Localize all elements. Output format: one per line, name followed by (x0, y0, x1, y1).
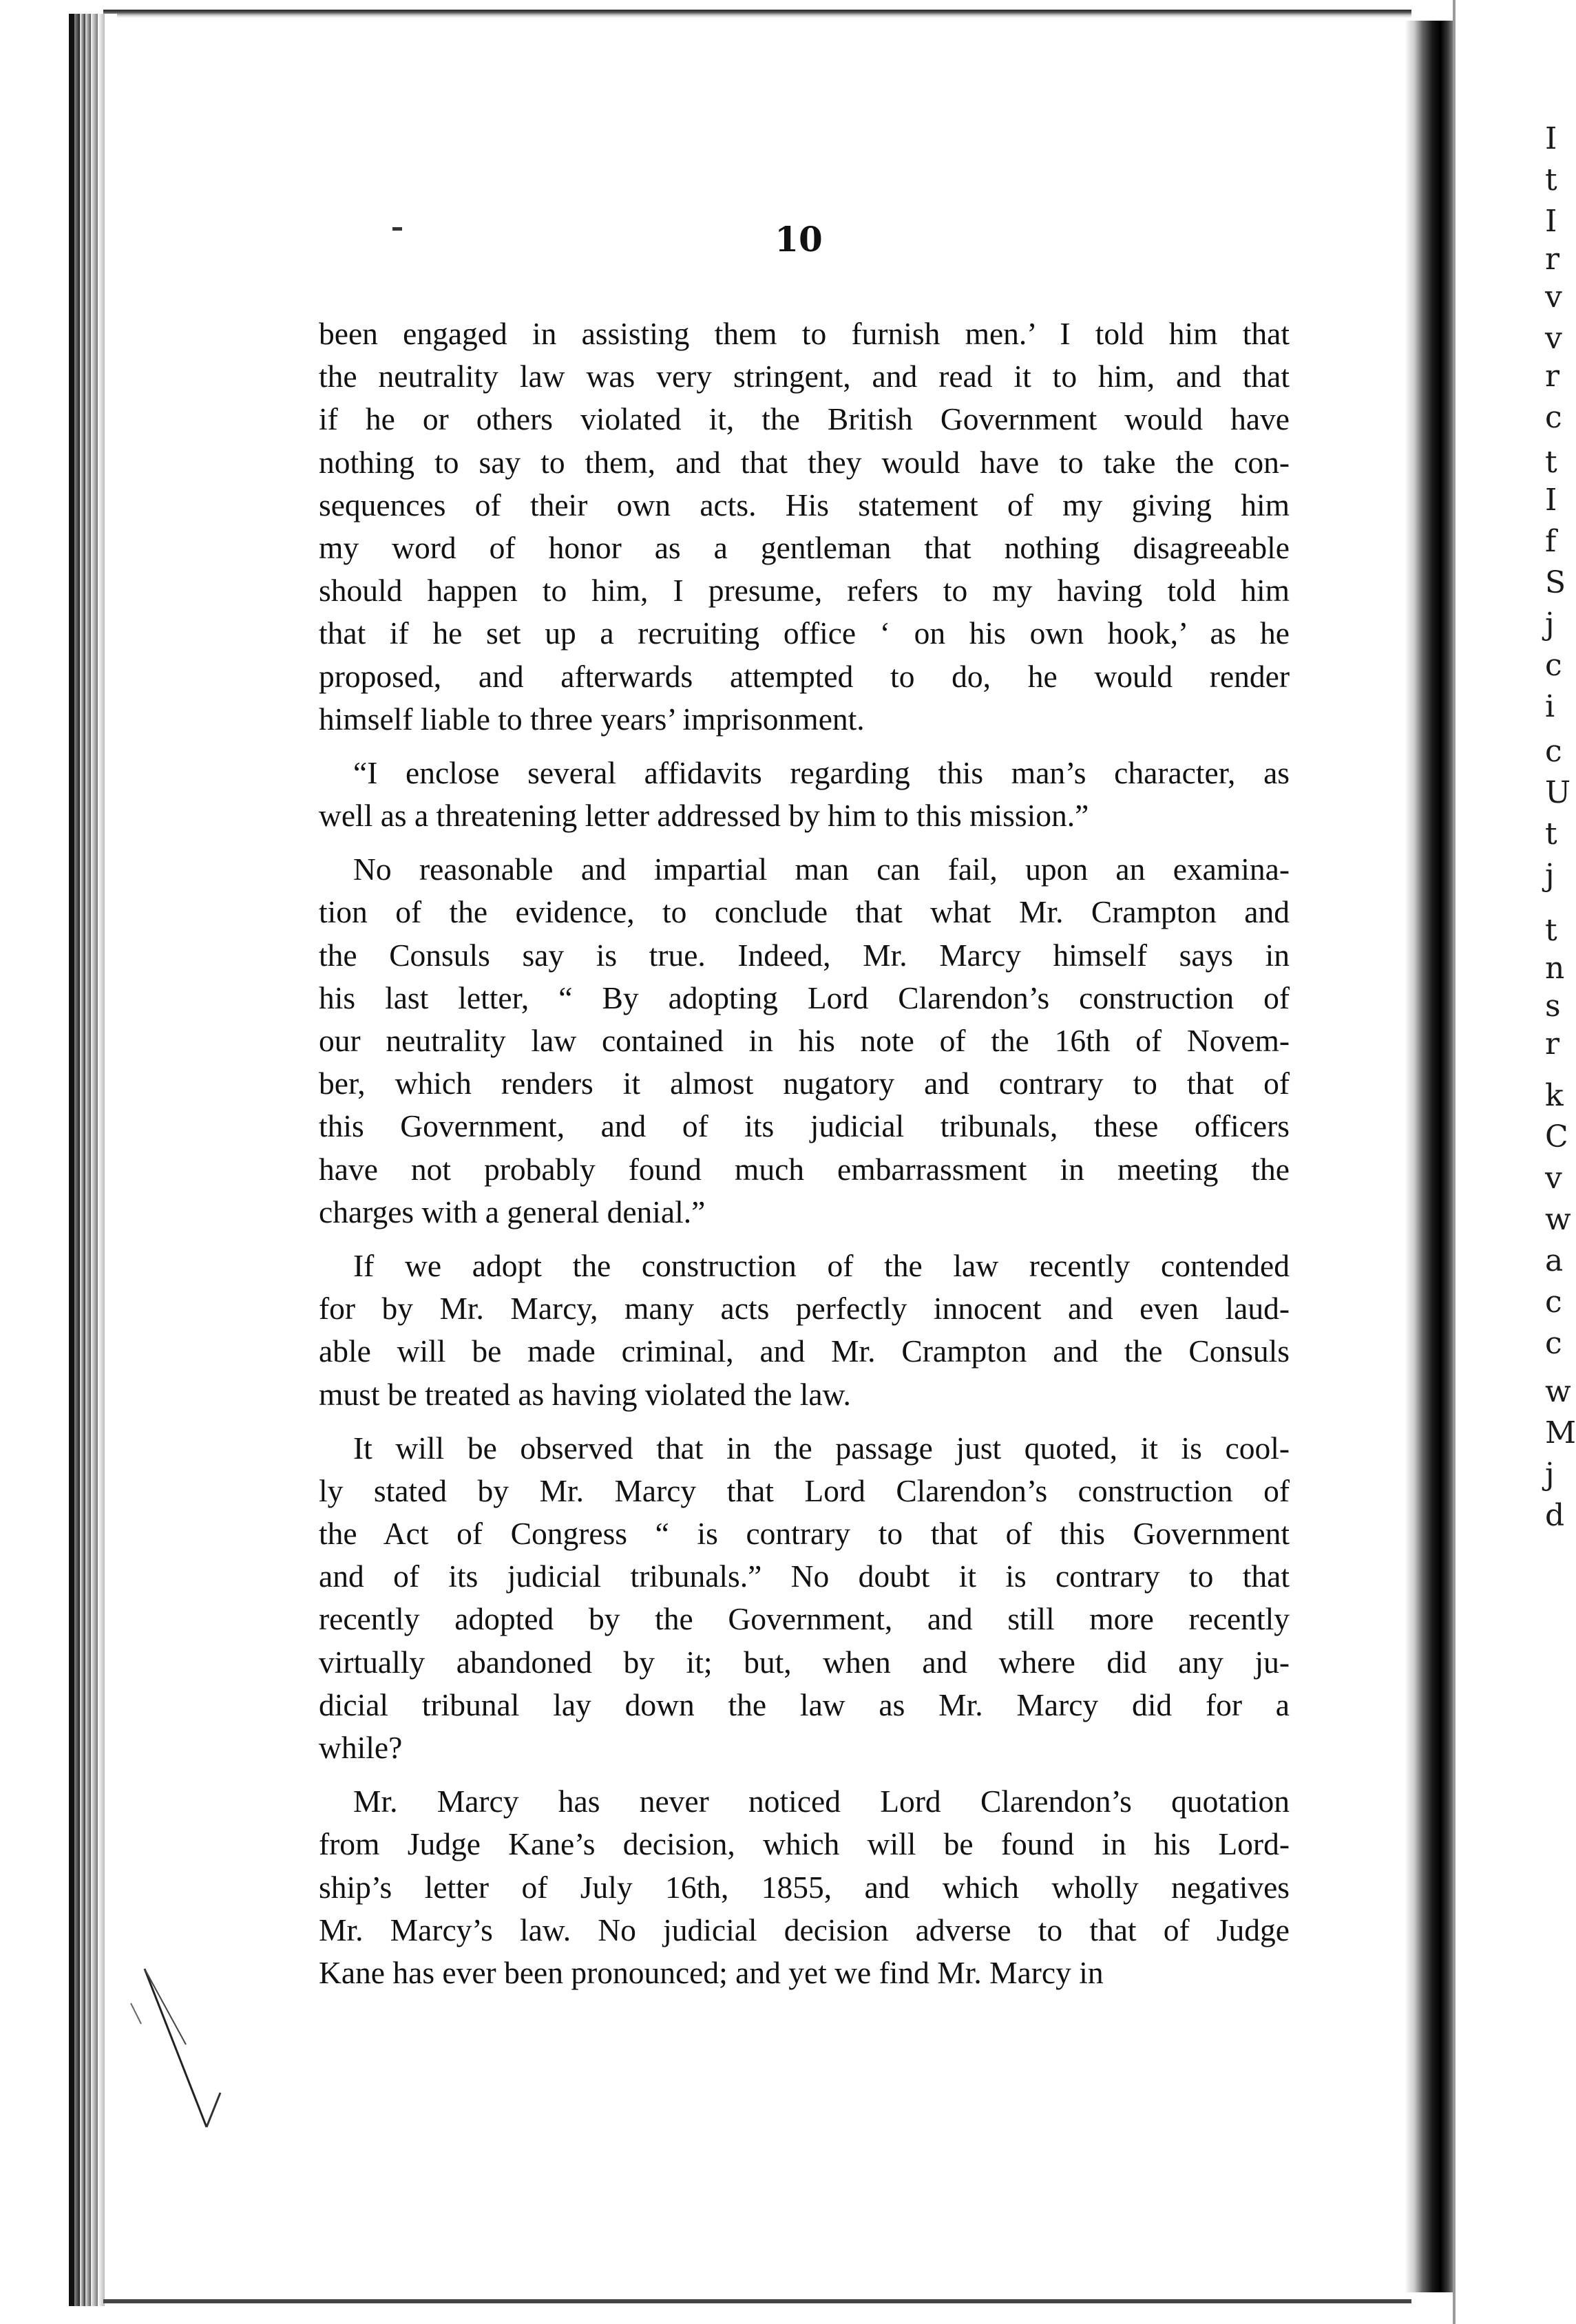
text-line: ship’s letter of July 16th, 1855, and which wholly negatives (319, 1869, 1290, 1905)
text-line: his last letter, “ By adopting Lord Clarendon’s construction of (319, 980, 1290, 1015)
text-line: from Judge Kane’s decision, which will be found in his Lord- (319, 1826, 1290, 1862)
text-line: ber, which renders it almost nugatory and contrary to that of (319, 1066, 1290, 1101)
facing-page-fragment: t (1545, 162, 1557, 198)
paragraph-gap (319, 1234, 1290, 1245)
facing-page-fragment: t (1545, 445, 1557, 480)
page-bottom-edge (103, 2299, 1411, 2303)
text-line: sequences of their own acts. His statement of my giving him (319, 487, 1290, 522)
text-line: tion of the evidence, to conclude that what Mr. Crampton and (319, 894, 1290, 930)
body-text (319, 313, 1290, 1994)
facing-page-fragment: S (1545, 565, 1566, 600)
paragraph (319, 1780, 1290, 1994)
text-line: well as a threatening letter addressed by him to this mission.” (319, 798, 1089, 834)
text-line: If we adopt the construction of the law recently contended (353, 1247, 1290, 1283)
facing-page-fragment: M (1545, 1415, 1576, 1450)
text-line: recently adopted by the Government, and still more recently (319, 1601, 1290, 1637)
facing-page-fragment: C (1545, 1119, 1568, 1154)
facing-page-fragment: t (1545, 816, 1557, 852)
text-line: Kane has ever been pronounced; and yet we find Mr. Marcy in (319, 1954, 1104, 1990)
text-line: that if he set up a recruiting office ‘ on his own hook,’ as he (319, 615, 1290, 651)
facing-page-fragment: j (1545, 606, 1555, 642)
text-line: the neutrality law was very stringent, and read it to him, and that (319, 359, 1290, 394)
text-line: nothing to say to them, and that they would have to take the con- (319, 444, 1290, 480)
text-line: the Consuls say is true. Indeed, Mr. Marcy himself says in (319, 937, 1290, 973)
text-line: “I enclose several affidavits regarding this man’s character, as (353, 754, 1290, 790)
paragraph-gap (319, 1769, 1290, 1780)
paragraph (319, 1245, 1290, 1416)
facing-page-fragment: t (1545, 913, 1557, 948)
paragraph-gap (319, 837, 1290, 848)
facing-page-fragment: c (1545, 1326, 1562, 1361)
facing-page-fragment: I (1545, 483, 1557, 518)
paragraph (319, 752, 1290, 837)
paragraph (319, 848, 1290, 1234)
facing-page-fragment: f (1545, 524, 1557, 559)
text-line: and of its judicial tribunals.” No doubt it is contrary to that (319, 1559, 1290, 1594)
paragraph-gap (319, 741, 1290, 752)
text-line: charges with a general denial.” (319, 1194, 706, 1229)
text-line: have not probably found much embarrassment in meeting the (319, 1151, 1290, 1187)
facing-page-fragment: v (1545, 1161, 1562, 1196)
facing-page-fragment: c (1545, 648, 1562, 683)
text-line: must be treated as having violated the law. (319, 1376, 851, 1412)
text-line: been engaged in assisting them to furnish men.’ I told him that (319, 316, 1290, 351)
facing-page-fragment: r (1545, 1026, 1560, 1061)
facing-page-edge (1453, 0, 1576, 2324)
facing-page-fragment: I (1545, 121, 1557, 156)
stray-mark (392, 227, 402, 231)
text-line: this Government, and of its judicial tribunals, these officers (319, 1108, 1290, 1144)
text-line: dicial tribunal lay down the law as Mr. Marcy did for a (319, 1687, 1290, 1722)
facing-page-fragment: v (1545, 279, 1562, 315)
text-line: Mr. Marcy’s law. No judicial decision adverse to that of Judge (319, 1912, 1290, 1947)
paragraph (319, 1427, 1290, 1770)
page-number: 10 (775, 219, 823, 260)
facing-page-fragment: j (1545, 1457, 1555, 1492)
text-line: while? (319, 1730, 403, 1765)
facing-page-fragment: i (1545, 689, 1555, 724)
facing-page-fragment: a (1545, 1243, 1564, 1278)
text-line: proposed, and afterwards attempted to do, he would render (319, 658, 1290, 694)
text-line: Mr. Marcy has never noticed Lord Clarendon’s quotation (353, 1784, 1290, 1819)
text-line: my word of honor as a gentleman that nothing disagreeable (319, 529, 1290, 565)
text-line: virtually abandoned by it; but, when and where did any ju- (319, 1644, 1290, 1680)
text-line: if he or others violated it, the British Government would have (319, 401, 1290, 437)
facing-page-fragment: w (1545, 1374, 1571, 1409)
text-line: No reasonable and impartial man can fail, upon an examina- (353, 852, 1290, 887)
facing-page-fragment: r (1545, 242, 1560, 277)
facing-page-fragment: c (1545, 734, 1562, 769)
text-line: able will be made criminal, and Mr. Crampton and the Consuls (319, 1333, 1290, 1369)
text-line: It will be observed that in the passage just quoted, it is cool- (353, 1430, 1290, 1466)
paragraph-gap (319, 1416, 1290, 1427)
binding-top-edge (103, 10, 1411, 18)
facing-page-fragment: c (1545, 1285, 1562, 1320)
gutter-fold (1405, 21, 1453, 2292)
facing-page-fragment: r (1545, 359, 1560, 394)
facing-page-fragment: w (1545, 1202, 1571, 1237)
text-line: himself liable to three years’ imprisonment. (319, 701, 865, 737)
facing-page-fragment: U (1545, 775, 1571, 810)
text-line: should happen to him, I presume, refers to my having told him (319, 573, 1290, 609)
facing-page-fragment: n (1545, 951, 1565, 986)
facing-page-fragment: j (1545, 858, 1555, 893)
text-line: for by Mr. Marcy, many acts perfectly innocent and even laud- (319, 1291, 1290, 1327)
facing-page-fragment: I (1545, 204, 1557, 239)
facing-page-fragment: v (1545, 321, 1562, 356)
facing-page-fragment: c (1545, 400, 1562, 435)
text-line: our neutrality law contained in his note of the 16th of Novem- (319, 1023, 1290, 1058)
facing-page-fragment: s (1545, 989, 1561, 1024)
facing-page-fragment: d (1545, 1498, 1565, 1533)
paragraph (319, 313, 1290, 741)
text-line: the Act of Congress “ is contrary to that of this Government (319, 1516, 1290, 1552)
page-corner-crease (103, 1962, 241, 2141)
text-line: ly stated by Mr. Marcy that Lord Clarendon’s construction of (319, 1472, 1290, 1508)
facing-page-fragment: k (1545, 1078, 1564, 1113)
